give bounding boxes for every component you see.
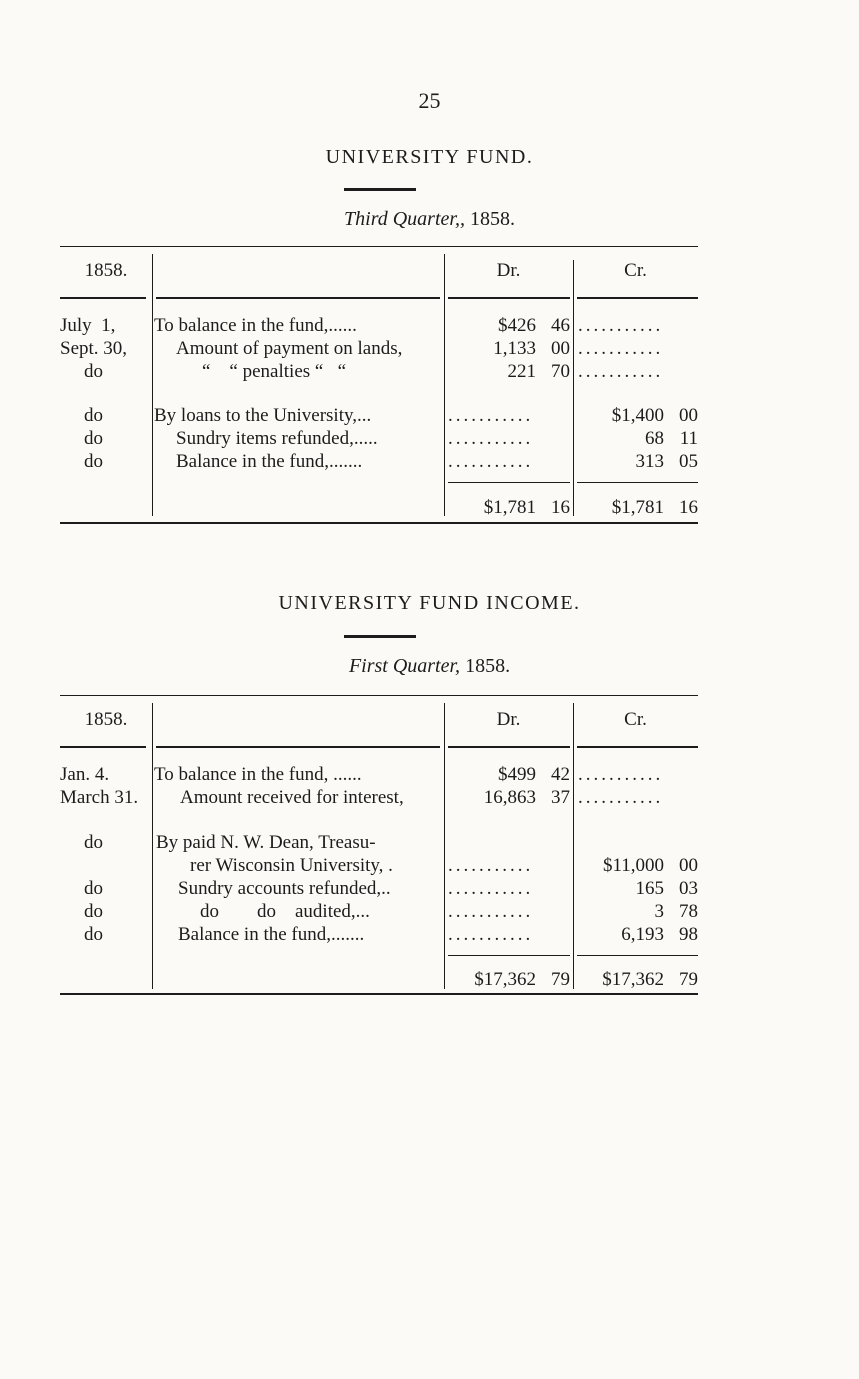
dr-cents: 46: [551, 315, 570, 336]
ledger-table-1: [60, 246, 698, 526]
total-cr-cents: 16: [679, 497, 698, 518]
section2-subtitle: [0, 655, 859, 678]
header-rule: [156, 746, 440, 748]
table-bottom-rule: [60, 522, 698, 524]
column-divider: [444, 254, 445, 516]
section1-title-rule: [344, 188, 416, 191]
cr-cents: 03: [679, 878, 698, 899]
table-top-rule: [60, 246, 698, 247]
row-date: Jan. 4.: [60, 764, 110, 785]
dr-dollars: 221: [507, 361, 536, 382]
header-date: 1858.: [84, 709, 128, 730]
row-description: Balance in the fund,.......: [176, 451, 363, 472]
row-description: Amount of payment on lands,: [176, 338, 403, 359]
section2-title: UNIVERSITY FUND INCOME.: [278, 592, 581, 614]
page-number: 25: [418, 88, 441, 113]
row-description: To balance in the fund,......: [154, 315, 357, 336]
row-description: rer Wisconsin University, .: [190, 855, 393, 876]
sum-rule: [448, 482, 570, 483]
row-date: do: [84, 451, 103, 472]
row-date: Sept. 30,: [60, 338, 128, 359]
total-dr-dollars: $17,362: [474, 969, 536, 990]
dr-cents: 70: [551, 361, 570, 382]
row-date: July 1,: [60, 315, 116, 336]
cr-cents: 05: [679, 451, 698, 472]
cr-cents: 11: [679, 428, 698, 449]
header-rule: [577, 297, 698, 299]
column-divider: [152, 254, 153, 516]
leader-dots: ...........: [448, 451, 534, 472]
section1-quarter: Third Quarter,,: [344, 208, 465, 230]
leader-dots: ...........: [578, 361, 664, 382]
cr-dollars: 165: [635, 878, 664, 899]
header-rule: [448, 746, 570, 748]
row-description: By loans to the University,...: [154, 405, 372, 426]
row-description: Sundry accounts refunded,..: [178, 878, 391, 899]
row-description: To balance in the fund, ......: [154, 764, 362, 785]
section1-subtitle: [0, 208, 859, 231]
leader-dots: ...........: [578, 338, 664, 359]
cr-dollars: 313: [635, 451, 664, 472]
cr-dollars: $1,400: [611, 405, 664, 426]
dr-cents: 00: [551, 338, 570, 359]
row-date: do: [84, 878, 103, 899]
row-date: do: [84, 924, 103, 945]
total-dr-cents: 79: [551, 969, 570, 990]
dr-cents: 42: [551, 764, 570, 785]
header-dr: Dr.: [496, 260, 521, 281]
dr-cents: 37: [551, 787, 570, 808]
row-date: do: [84, 405, 103, 426]
header-rule: [448, 297, 570, 299]
header-rule: [577, 746, 698, 748]
column-divider: [444, 703, 445, 989]
header-rule: [60, 746, 146, 748]
cr-dollars: 68: [645, 428, 664, 449]
row-description: Amount received for interest,: [180, 787, 404, 808]
sum-rule: [448, 955, 570, 956]
total-cr-dollars: $17,362: [602, 969, 664, 990]
leader-dots: ...........: [448, 855, 534, 876]
total-dr-dollars: $1,781: [483, 497, 536, 518]
row-date: do: [84, 361, 103, 382]
header-cr: Cr.: [624, 709, 647, 730]
leader-dots: ...........: [578, 787, 664, 808]
row-description: Sundry items refunded,.....: [176, 428, 378, 449]
table-bottom-rule: [60, 993, 698, 995]
section1-year: 1858.: [469, 208, 515, 230]
total-cr-cents: 79: [679, 969, 698, 990]
header-dr: Dr.: [496, 709, 521, 730]
section2-title-rule: [344, 635, 416, 638]
row-description: “ “ penalties “ “: [202, 361, 347, 382]
section1-title: UNIVERSITY FUND.: [325, 146, 534, 168]
section2-year: 1858.: [465, 655, 511, 677]
cr-dollars: 6,193: [621, 924, 664, 945]
table-top-rule: [60, 695, 698, 696]
leader-dots: ...........: [448, 878, 534, 899]
cr-cents: 98: [679, 924, 698, 945]
row-description: By paid N. W. Dean, Treasu-: [156, 832, 376, 853]
cr-cents: 00: [679, 405, 698, 426]
dr-dollars: 16,863: [483, 787, 536, 808]
header-date: 1858.: [84, 260, 128, 281]
leader-dots: ...........: [448, 901, 534, 922]
ledger-table-2: [60, 695, 698, 1000]
row-description: Balance in the fund,.......: [178, 924, 365, 945]
leader-dots: ...........: [578, 315, 664, 336]
row-date: do: [84, 901, 103, 922]
total-dr-cents: 16: [551, 497, 570, 518]
row-date: do: [84, 428, 103, 449]
sum-rule: [577, 955, 698, 956]
leader-dots: ...........: [448, 428, 534, 449]
column-divider: [573, 260, 574, 516]
dr-dollars: 1,133: [493, 338, 536, 359]
column-divider: [573, 703, 574, 989]
header-rule: [156, 297, 440, 299]
leader-dots: ...........: [448, 405, 534, 426]
row-date: do: [84, 832, 103, 853]
cr-dollars: 3: [654, 901, 664, 922]
cr-dollars: $11,000: [602, 855, 664, 876]
total-cr-dollars: $1,781: [611, 497, 664, 518]
section2-quarter: First Quarter,: [348, 655, 461, 677]
row-date: March 31.: [60, 787, 139, 808]
cr-cents: 00: [679, 855, 698, 876]
dr-dollars: $426: [498, 315, 536, 336]
column-divider: [152, 703, 153, 989]
row-description: do do audited,...: [200, 901, 370, 922]
header-rule: [60, 297, 146, 299]
cr-cents: 78: [679, 901, 698, 922]
dr-dollars: $499: [498, 764, 536, 785]
leader-dots: ...........: [448, 924, 534, 945]
sum-rule: [577, 482, 698, 483]
header-cr: Cr.: [624, 260, 647, 281]
leader-dots: ...........: [578, 764, 664, 785]
